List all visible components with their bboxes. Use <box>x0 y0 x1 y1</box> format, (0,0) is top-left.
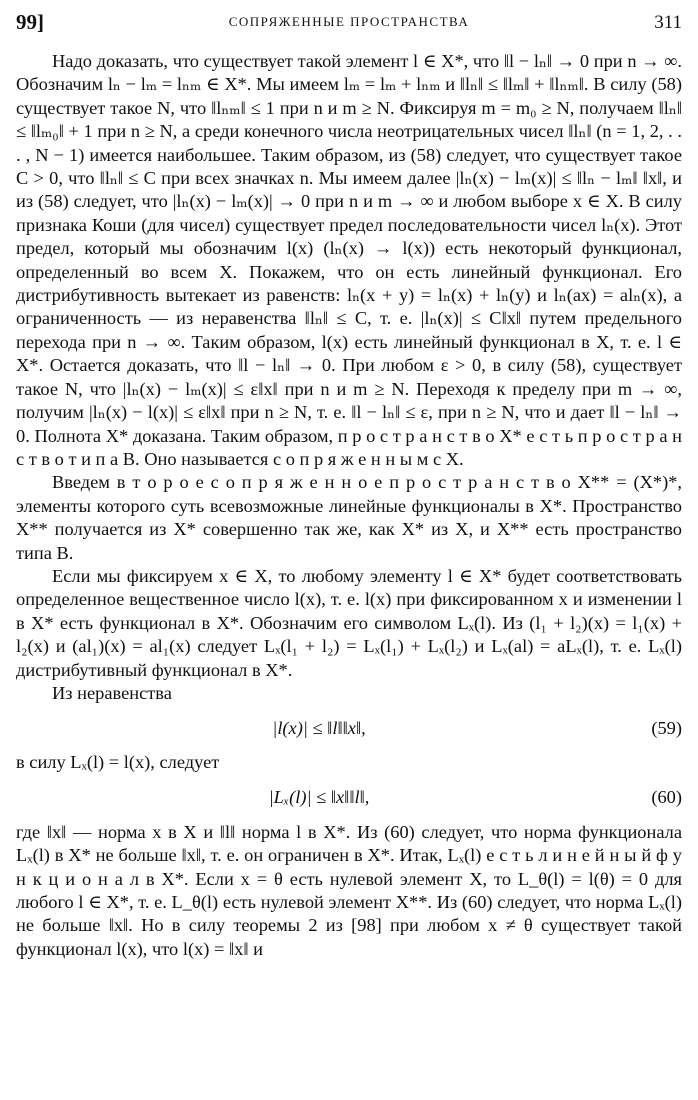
paragraph-final: где ‖x‖ — норма x в X и ‖l‖ норма l в X*. Из (60) следует, что норма функционала Lₓ(l) в X* не больше ‖x‖, т. е. он ограничен в X*. Итак, Lₓ(l) е с т ь л и н е й н ы й ф у н к ц и о н а л в X*. Если x = θ есть нулевой элемент X, то L_θ(l) = l(θ) = 0 для любого l ∈ X*, т. е. L_θ(l) есть нулевой элемент X**. Из (60) следует, что норма Lₓ(l) не больше ‖x‖. Но в силу теоремы 2 из [98] при любом x ≠ θ существует такой функционал l(x), что l(x) = ‖x‖ и <box>16 821 682 959</box>
paragraph-functional-lx: Если мы фиксируем x ∈ X, то любому элементу l ∈ X* будет соответствовать определенное вещественное число l(x), т. е. l(x) при фиксированном x и изменении l в X* есть функционал в X*. Обозначим его символом Lₓ(l). Из (l₁ + l₂)(x) = l₁(x) + l₂(x) и (al₁)(x) = al₁(x) следует Lₓ(l₁ + l₂) = Lₓ(l₁) + Lₓ(l₂) и Lₓ(al) = aLₓ(l), т. е. Lₓ(l) дистрибутивный функционал в X*. <box>16 565 682 680</box>
formula-60-number: (60) <box>651 787 682 808</box>
page-header <box>16 10 682 36</box>
section-number: 99] <box>16 10 44 34</box>
paragraph-completeness-proof: Надо доказать, что существует такой элемент l ∈ X*, что ‖l − lₙ‖ → 0 при n → ∞. Обозначим lₙ − lₘ = lₙₘ ∈ X*. Мы имеем lₘ = lₘ + lₙₘ и ‖lₙ‖ ≤ ‖lₘ‖ + ‖lₙₘ‖. В силу (58) существует такое N, что ‖lₙₘ‖ ≤ 1 при n и m ≥ N. Фиксируя m = m₀ ≥ N, получаем ‖lₙ‖ ≤ ‖lₘ₀‖ + 1 при n ≥ N, а среди конечного числа неотрицательных чисел ‖lₙ‖ (n = 1, 2, . . . , N − 1) имеется наибольшее. Таким образом, из (58) следует, что существует такое C > 0, что ‖lₙ‖ ≤ C при всех значках n. Мы имеем далее |lₙ(x) − lₘ(x)| ≤ ‖lₙ − lₘ‖ ‖x‖, и из (58) следует, что |lₙ(x) − lₘ(x)| → 0 при n и m → ∞ и любом выборе x ∈ X. В силу признака Коши (для чисел) существует предел последовательности чисел lₙ(x). Этот предел, который мы обозначим l(x) (lₙ(x) → l(x)) есть некоторый функционал, определенный во всем X. Покажем, что он есть линейный функционал. Его дистрибутивность вытекает из равенств: lₙ(x + y) = lₙ(x) + lₙ(y) и lₙ(ax) = alₙ(x), а ограниченность — из неравенства ‖lₙ‖ ≤ C, т. е. |lₙ(x)| ≤ C‖x‖ путем предельного перехода при n → ∞. Таким образом, l(x) есть линейный функционал в X, т. е. l ∈ X*. Остается доказать, что ‖l − lₙ‖ → 0. При любом ε > 0, в силу (58), существует такое N, что |lₙ(x) − lₘ(x)| ≤ ε‖x‖ при n и m ≥ N. Переходя к пределу при m → ∞, получим |lₙ(x) − l(x)| ≤ ε‖x‖ при n ≥ N, т. е. ‖l − lₙ‖ ≤ ε, при n ≥ N, что и дает ‖l − lₙ‖ → 0. Полнота X* доказана. Таким образом, п р о с т р а н с т в о X* е с т ь п р о с т р а н с т в о т и п а B. Оно называется с о п р я ж е н н ы м с X. <box>16 51 682 469</box>
formula-60 <box>16 775 682 821</box>
formula-59-expression: |l(x)| ≤ ‖l‖‖x‖, <box>272 717 366 738</box>
page-body <box>16 50 682 961</box>
formula-59-number: (59) <box>651 717 682 738</box>
paragraph-second-dual: Введем в т о р о е с о п р я ж е н н о е п р о с т р а н с т в о X** = (X*)*, элементы которого суть всевозможные линейные функционалы в X*. Пространство X** получается из X* совершенно так же, как X* из X, и X** есть пространство типа B. <box>16 472 682 563</box>
page-number: 311 <box>654 12 682 33</box>
paragraph-inequality-intro: Из неравенства <box>52 682 172 703</box>
formula-60-expression: |Lₓ(l)| ≤ ‖x‖‖l‖, <box>268 787 370 808</box>
running-title: СОПРЯЖЕННЫЕ ПРОСТРАНСТВА <box>228 14 470 29</box>
paragraph-middle-text: в силу Lₓ(l) = l(x), следует <box>16 752 220 773</box>
formula-59 <box>16 705 682 751</box>
